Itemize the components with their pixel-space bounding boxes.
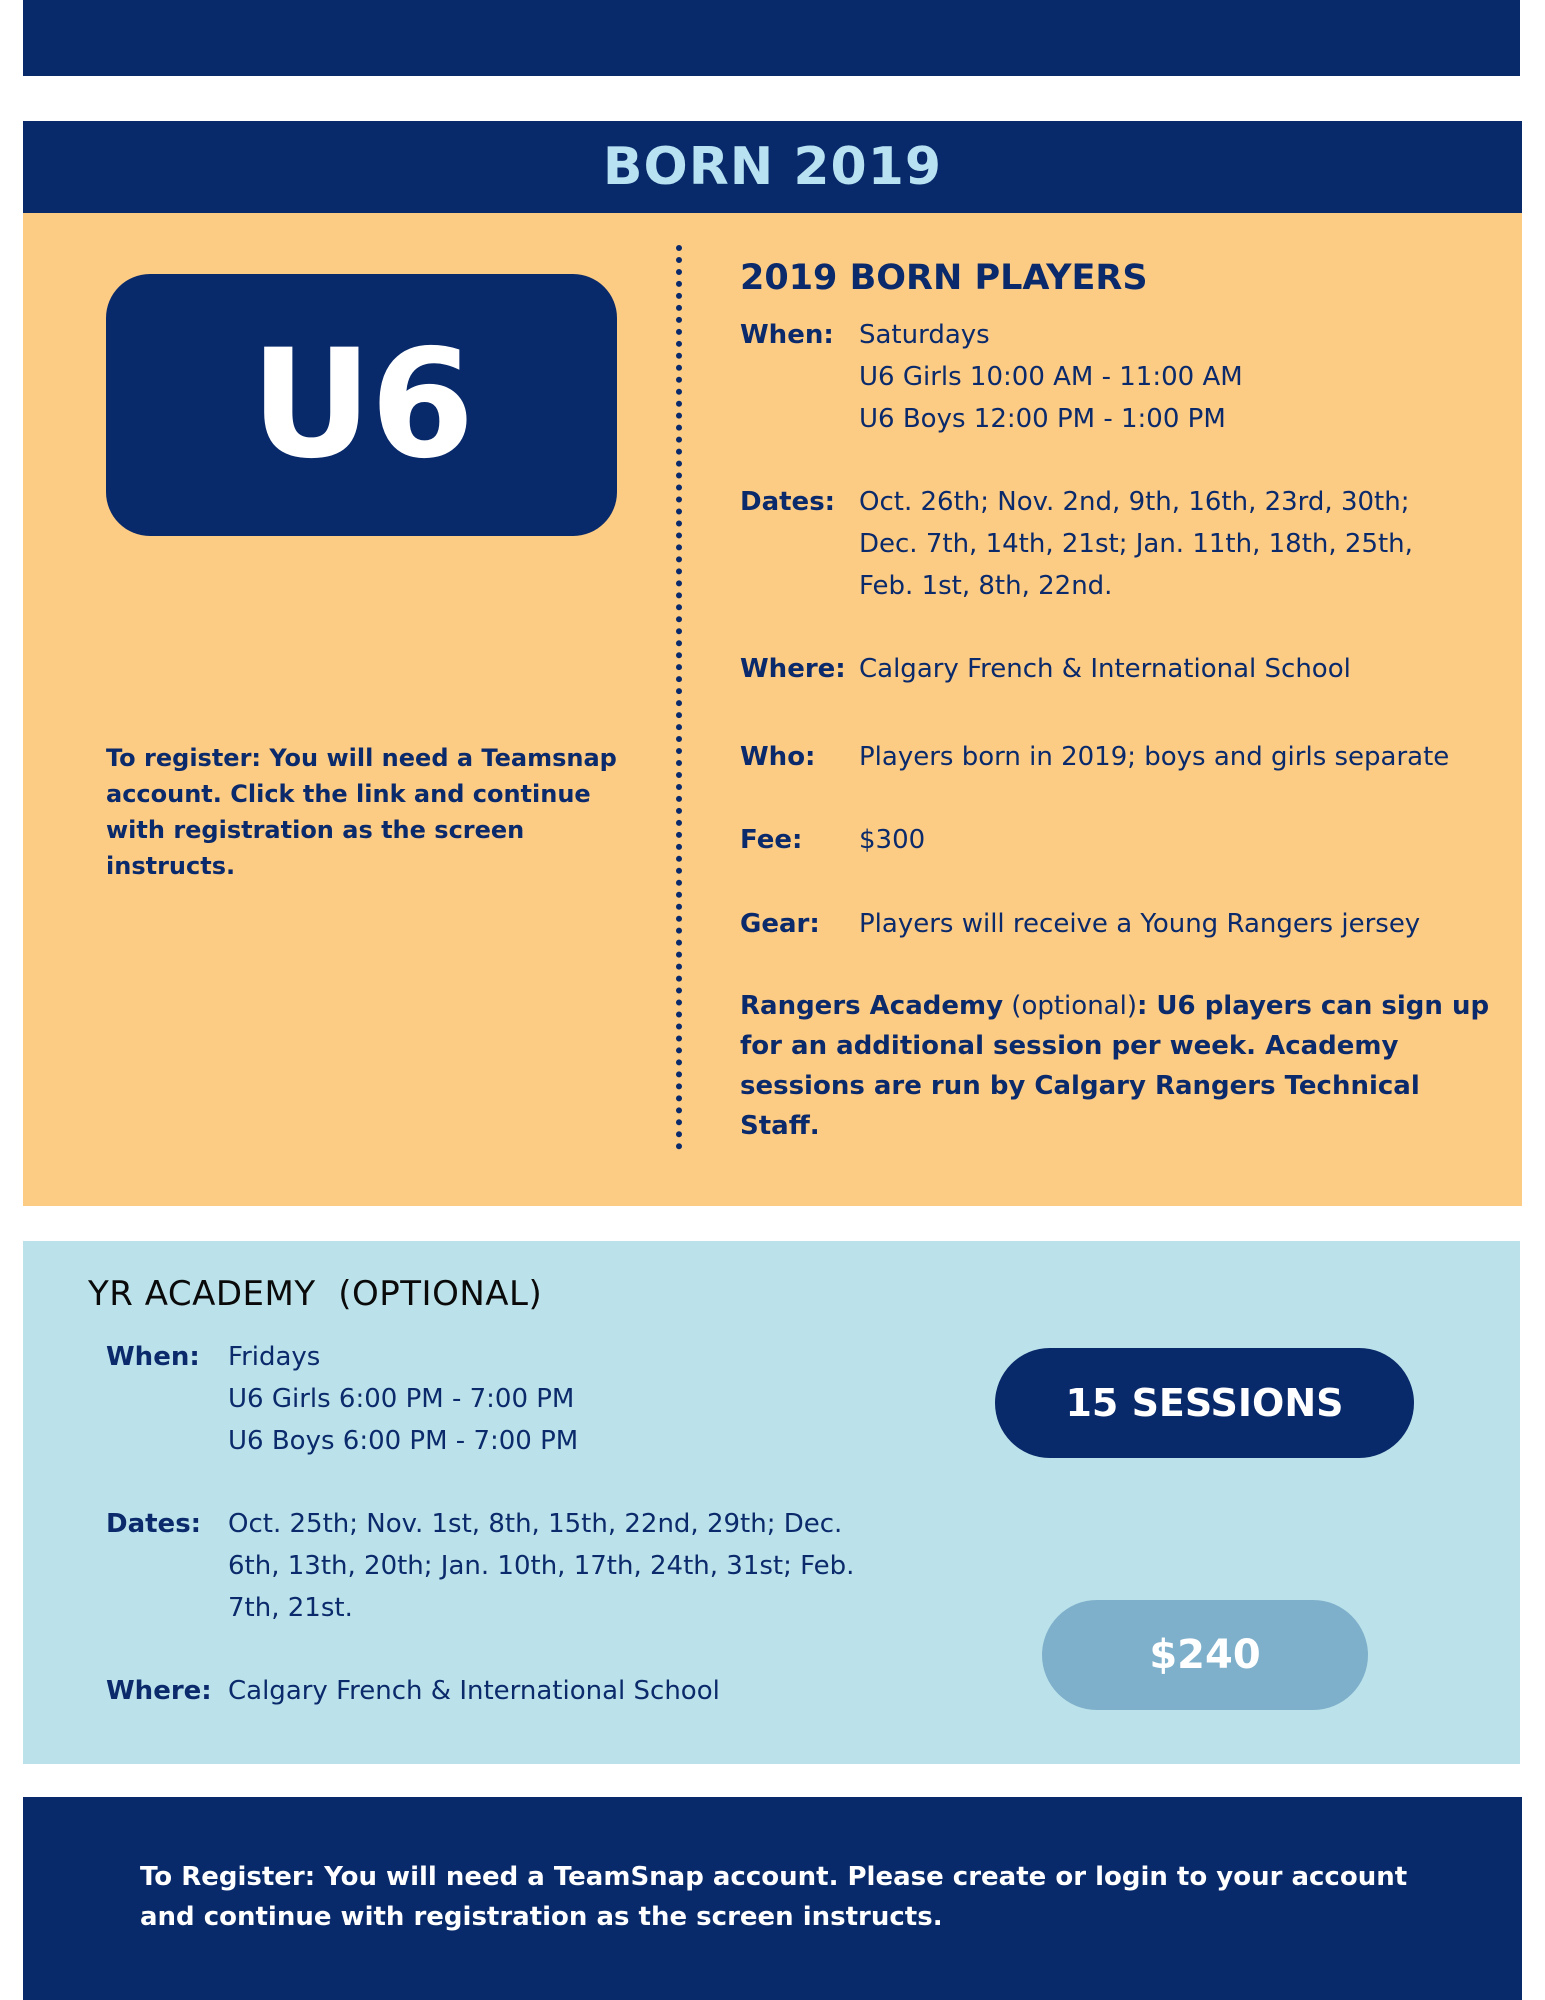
- academy-when-label: When:: [106, 1342, 200, 1372]
- gear-label: Gear:: [740, 909, 820, 939]
- academy-where-label: Where:: [106, 1676, 212, 1706]
- academy-dates-value: Oct. 25th; Nov. 1st, 8th, 15th, 22nd, 29th; Dec. 6th, 13th, 20th; Jan. 10th, 17th, 24th, 31st; Feb. 7th, 21st.: [228, 1509, 855, 1623]
- u6-badge: [106, 274, 617, 536]
- who-row: [740, 736, 1449, 778]
- players-title: 2019 BORN PLAYERS: [740, 258, 1148, 298]
- footer-register-note: To Register: You will need a TeamSnap account. Please create or login to your account and continue with registration as the screen instructs.: [140, 1862, 1408, 1932]
- academy-title: YR ACADEMY (OPTIONAL): [88, 1274, 543, 1314]
- gear-row: [740, 903, 1420, 945]
- fee-value: $300: [859, 825, 926, 855]
- sessions-badge: [995, 1348, 1414, 1458]
- academy-where-value: Calgary French & International School: [228, 1676, 720, 1706]
- when-label: When:: [740, 320, 834, 350]
- sessions-text: 15 SESSIONS: [1065, 1381, 1344, 1425]
- where-value: Calgary French & International School: [859, 654, 1351, 684]
- dotted-divider: [676, 245, 682, 1150]
- when-value: Saturdays U6 Girls 10:00 AM - 11:00 AM U6 Boys 12:00 PM - 1:00 PM: [859, 320, 1243, 434]
- fee-label: Fee:: [740, 825, 803, 855]
- academy-where-row: [106, 1670, 720, 1712]
- academy-when-value: Fridays U6 Girls 6:00 PM - 7:00 PM U6 Boys 6:00 PM - 7:00 PM: [228, 1342, 579, 1456]
- dates-row: [740, 481, 1413, 607]
- who-label: Who:: [740, 742, 816, 772]
- dates-label: Dates:: [740, 487, 836, 517]
- section-header: [23, 121, 1522, 213]
- price-badge: [1042, 1600, 1368, 1710]
- gear-value: Players will receive a Young Rangers jersey: [859, 909, 1421, 939]
- academy-note-text: : U6 players can sign up for an additional session per week. Academy sessions are run by Calgary Rangers Technical Staff.: [740, 991, 1490, 1141]
- academy-dates-row: [106, 1503, 854, 1629]
- who-value: Players born in 2019; boys and girls separate: [859, 742, 1450, 772]
- when-row: [740, 314, 1243, 440]
- dates-value: Oct. 26th; Nov. 2nd, 9th, 16th, 23rd, 30th; Dec. 7th, 14th, 21st; Jan. 11th, 18th, 25th, Feb. 1st, 8th, 22nd.: [859, 487, 1413, 601]
- where-row: [740, 648, 1351, 690]
- fee-row: [740, 819, 925, 861]
- section-title: BORN 2019: [602, 137, 943, 197]
- academy-when-row: [106, 1336, 578, 1462]
- academy-dates-label: Dates:: [106, 1509, 202, 1539]
- where-label: Where:: [740, 654, 846, 684]
- price-text: $240: [1149, 1632, 1261, 1678]
- u6-badge-text: U6: [250, 318, 473, 492]
- top-banner: [23, 0, 1520, 76]
- academy-note-optional: (optional): [1003, 991, 1137, 1021]
- academy-note-bold: Rangers Academy: [740, 991, 1004, 1021]
- academy-note: [740, 986, 1500, 1146]
- register-note-left: To register: You will need a Teamsnap account. Click the link and continue with registration as the screen instructs.: [106, 744, 617, 880]
